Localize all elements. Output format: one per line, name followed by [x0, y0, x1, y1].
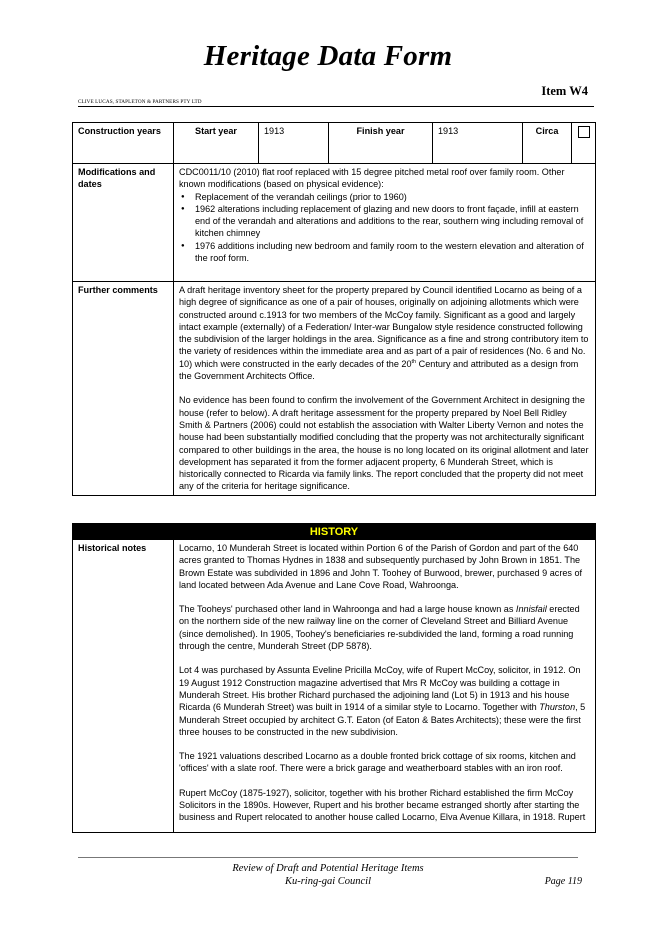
emphasis: Thurston — [539, 702, 576, 713]
text-run: A draft heritage inventory sheet for the property prepared by Council identified Locarno as being of a high degree of significance as one of a pair of houses, originally on adjoining allotments which were constructed around c.1913 for two members of the McCoy family. Significant as a good and largely intact example (externally) of a Federation/ Inter-war Bungalow style residence constructed following the subdivision of the larger holdings in the area. Significance as a fine and strong contributory item to the variety of residences within the immediate area and as part of a pair of residences (No. 6 and No. 10) which were constructed in the early decades of the 20 — [179, 285, 589, 369]
construction-years-row — [73, 123, 596, 164]
footer-line-1: Review of Draft and Potential Heritage Items — [232, 863, 424, 874]
historical-notes-content — [174, 540, 596, 833]
history-paragraph — [179, 664, 590, 738]
finish-year-value: 1913 — [433, 123, 523, 164]
page-number: Page 119 — [544, 876, 582, 887]
firm-name: CLIVE LUCAS, STAPLETON & PARTNERS PTY LTD — [78, 99, 202, 105]
header-divider — [78, 106, 594, 107]
construction-years-label: Construction years — [73, 123, 174, 164]
history-paragraph — [179, 603, 590, 652]
finish-year-label: Finish year — [329, 123, 433, 164]
historical-notes-row — [73, 540, 596, 833]
footer-line-2: Ku-ring-gai Council — [284, 876, 372, 887]
historical-notes-label: Historical notes — [73, 540, 174, 833]
modifications-list — [179, 191, 590, 265]
start-year-label: Start year — [174, 123, 259, 164]
start-year-value: 1913 — [259, 123, 329, 164]
modification-item: ● 1976 additions including new bedroom and family room to the western elevation and alteration of the roof form. — [195, 240, 590, 265]
footer-divider — [78, 857, 578, 858]
circa-label: Circa — [523, 123, 572, 164]
further-comments-content — [174, 282, 596, 496]
emphasis: Innisfail — [515, 604, 547, 615]
text-run: Lot 4 was purchased by Assunta Eveline Pricilla McCoy, wife of Rupert McCoy, solicitor, in 1912. On 19 August 1912 Construction magazine advertised that Mrs R McCoy was building a cottage in Munderah Street. His brother Richard purchased the adjoining land (Lot 5) in 1913 and his house Ricarda (6 Munderah Street) was built in 1914 of a similar style to Locarno. Together with — [179, 665, 581, 713]
history-heading: HISTORY — [73, 524, 596, 540]
form-title: Heritage Data Form — [203, 40, 453, 72]
modifications-content — [174, 164, 596, 282]
further-comments-paragraph: No evidence has been found to confirm the involvement of the Government Architect in designing the house (refer to below). A draft heritage assessment for the property prepared by Noel Bell Ridley Smith & Partners (2006) could not establish the association with Walter Liberty Vernon and notes the house had been substantially modified concluding that the property was not architecturally significant compared to other buildings in the area, the house is no long located on its original allotment and later development has separated it from the former adjacent property, 6 Munderah Street, which is historically connected to Ricarda via family links. The report concluded that the property did not meet any of the criteria for heritage significance. — [179, 395, 589, 492]
historical-notes-text — [179, 542, 590, 830]
text-run: Century and attributed as a design from the Government Architects Office. — [179, 358, 579, 382]
history-heading-row — [73, 524, 596, 540]
text-run: erected on the northern side of the new railway line on the corner of Cleveland Street and Billiard Avenue (since demolished). In 1905, Toohey's beneficiaries re-subdivided the land, forming a road running through the centre, Munderah Street (DP 5878). — [179, 604, 580, 652]
details-table — [72, 122, 596, 496]
circa-checkbox[interactable] — [578, 126, 590, 138]
circa-cell — [572, 123, 596, 164]
item-number: Item W4 — [541, 84, 588, 98]
superscript: th — [411, 358, 417, 365]
modifications-intro: CDC0011/10 (2010) flat roof replaced with 15 degree pitched metal roof over family room. Other known modifications (based on physical evidence): — [179, 167, 565, 190]
history-paragraph: The 1921 valuations described Locarno as a double fronted brick cottage of six rooms, kitchen and 'offices' with a slate roof. There were a brick garage and weatherboard stables with an iron roof. — [179, 751, 576, 774]
history-paragraph: Locarno, 10 Munderah Street is located within Portion 6 of the Parish of Gordon and part of the 640 acres granted to Thomas Hydnes in 1838 and subsequently purchased by John Brown in 1851. The Brown Estate was subdivided in 1896 and John T. Toohey of Burwood, brewer, purchased 9 acres of land located between Ada Avenue and Lane Cove Road, Wahroonga. — [179, 543, 583, 590]
modification-item: ● 1962 alterations including replacement of glazing and new doors to front façade, infill at eastern end of the verandah and alterations and additions to the rear, southern wing including removal of kitchen chimney — [195, 203, 590, 240]
history-paragraph: Rupert McCoy (1875-1927), solicitor, together with his brother Richard established the firm McCoy Solicitors in the 1890s. However, Rupert and his brother became estranged shortly after starting the business and Rupert relocated to another house called Locarno, Elva Avenue Killara, in 1918. Rupert — [179, 787, 586, 823]
modification-item: ● Replacement of the verandah ceilings (prior to 1960) — [195, 191, 590, 203]
text-run: , 5 Munderah Street occupied by architect G.T. Eaton (of Eaton & Bates Architects); these were the first three houses to be constructed in the new subdivision. — [179, 702, 586, 737]
further-comments-label: Further comments — [73, 282, 174, 496]
history-table — [72, 523, 596, 833]
further-comments-paragraph — [179, 284, 590, 382]
modifications-row — [73, 164, 596, 282]
further-comments-row — [73, 282, 596, 496]
modifications-label: Modifications and dates — [73, 164, 174, 282]
text-run: The Tooheys' purchased other land in Wahroonga and had a large house known as — [179, 604, 516, 615]
